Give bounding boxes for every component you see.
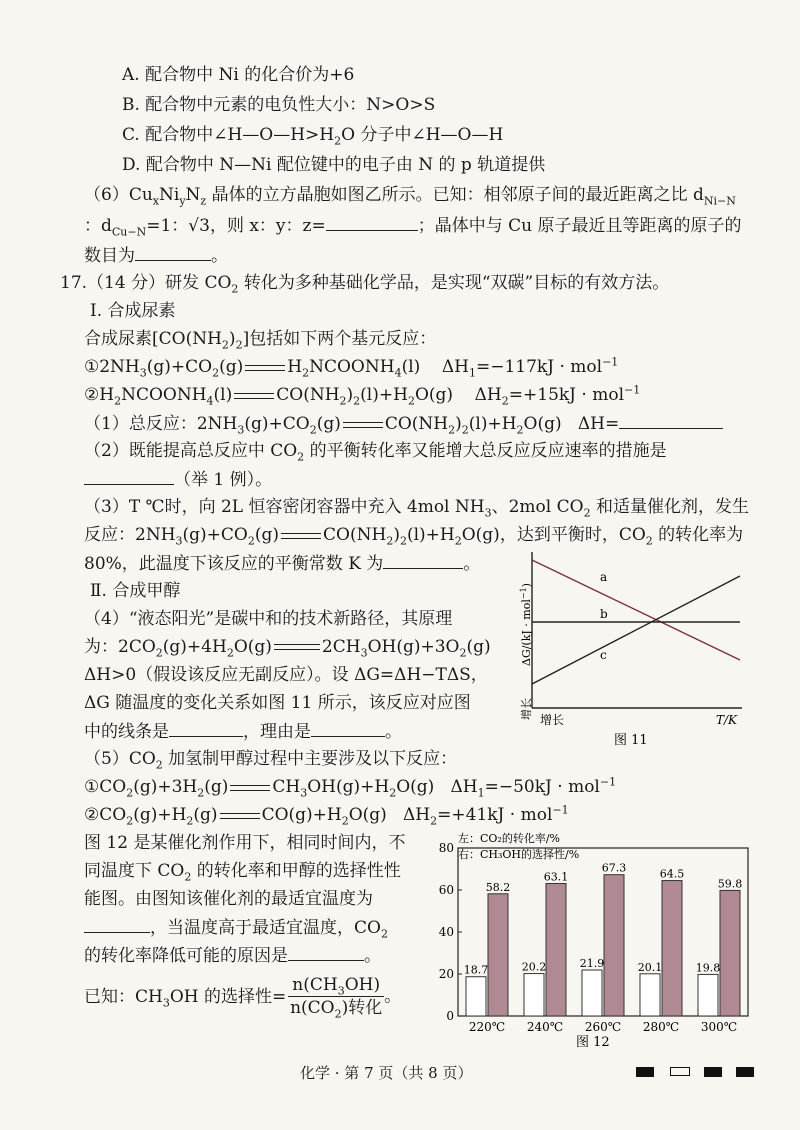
bar-co2-conversion bbox=[698, 974, 718, 1016]
x-tick-label: 260℃ bbox=[584, 1020, 622, 1034]
q17-5-p2: 同温度下 $CO_2$ 的转化率和甲醇的选择性性 bbox=[84, 861, 401, 884]
legend-left: 左：CO₂的转化率/% bbox=[458, 832, 561, 845]
legend-right: 右：CH₃OH的选择性/% bbox=[458, 848, 580, 861]
figure-12-chart bbox=[424, 826, 754, 1050]
line-c bbox=[532, 576, 740, 684]
data-label: 64.5 bbox=[659, 867, 685, 881]
footer-mark-4 bbox=[736, 1067, 754, 1077]
bar-co2-conversion bbox=[524, 974, 544, 1016]
equals-sign-icon bbox=[274, 642, 320, 654]
bar-co2-conversion bbox=[466, 977, 486, 1016]
footer-mark-1 bbox=[636, 1067, 654, 1077]
q17-5-p5: 的转化率降低可能的原因是 。 bbox=[84, 946, 381, 966]
figure-11 bbox=[508, 548, 752, 748]
x-tick-label: 300℃ bbox=[700, 1020, 738, 1034]
q17-5-r1: $①CO_2(g)+3H_2(g)$ $CH_3OH(g)+H_2O(g) \Delta H_1=-50kJ \cdot mol^{-1}$ bbox=[84, 775, 617, 800]
q17-5: $(5)CO_2$ 加氢制甲醇过程中主要涉及以下反应： bbox=[84, 749, 458, 772]
data-label: 18.7 bbox=[463, 963, 489, 977]
fig11-x-grow: 增长 bbox=[540, 713, 565, 727]
q17-3-cont: 反应：$2NH_3(g)+CO_2(g)$ $CO(NH_2)_2(l)+H_2O(g)$，达到平衡时，$CO_2$ 的转化率为 bbox=[84, 525, 744, 548]
answer-blank[interactable] bbox=[288, 944, 364, 961]
equilibrium-arrow-icon bbox=[220, 810, 260, 822]
answer-blank[interactable] bbox=[84, 468, 174, 485]
bar-ch3oh-selectivity bbox=[662, 881, 682, 1016]
q17-5-p3: 能图。由图知该催化剂的最适宜温度为 bbox=[84, 889, 373, 909]
option-a: A. 配合物中 Ni 的化合价为+6 bbox=[122, 65, 355, 85]
fig11-xlabel: T/K bbox=[716, 713, 738, 727]
y-tick-label: 0 bbox=[446, 1009, 454, 1023]
q17-heading: 17.（14 分）研发 $CO_2$ 转化为多种基础化学品，是实现“双碳”目标的有效方法。 bbox=[60, 273, 670, 296]
line-a bbox=[532, 560, 740, 660]
data-label: 67.3 bbox=[601, 861, 627, 875]
option-d: D. 配合物中 N—Ni 配位键中的电子由 N 的 p 轨道提供 bbox=[122, 155, 546, 175]
option-b: B. 配合物中元素的电负性大小：N>O>S bbox=[122, 95, 436, 115]
data-label: 21.9 bbox=[579, 957, 605, 971]
y-tick-label: 20 bbox=[438, 967, 454, 981]
q6-line2: ：$d_{Cu-N}=1$：√3，则 x：y：z= ；晶体中与 Cu 原子最近且等距离的原子的 bbox=[84, 216, 742, 239]
bar-co2-conversion bbox=[640, 974, 660, 1016]
data-label: 19.8 bbox=[695, 961, 721, 975]
equilibrium-arrow-icon bbox=[245, 362, 285, 374]
section-2-title: Ⅱ. 合成甲醇 bbox=[90, 581, 181, 601]
y-tick-label: 40 bbox=[438, 925, 454, 939]
equilibrium-arrow-icon bbox=[281, 530, 321, 542]
section-1-title: Ⅰ. 合成尿素 bbox=[90, 301, 176, 321]
answer-blank[interactable] bbox=[169, 720, 243, 737]
fig11-y-grow: 增长 bbox=[520, 698, 533, 720]
x-tick-label: 220℃ bbox=[468, 1020, 506, 1034]
fig12-caption: 图 12 bbox=[576, 1035, 610, 1050]
answer-blank[interactable] bbox=[619, 412, 723, 429]
q17-3-end: 80%，此温度下该反应的平衡常数 K 为 。 bbox=[84, 554, 481, 574]
answer-blank[interactable] bbox=[383, 552, 463, 569]
selectivity-definition: 已知：$CH_3OH$ 的选择性= $\frac{n(CH_3OH)}{n(CO_2)转化}$ 。 bbox=[84, 975, 402, 1021]
q17-1: （1）总反应：$2NH_3(g)+CO_2(g)$ $CO(NH_2)_2(l)+H_2O(g)$ ΔH= bbox=[84, 412, 723, 435]
data-label: 63.1 bbox=[543, 870, 569, 884]
answer-blank[interactable] bbox=[311, 720, 385, 737]
q17-4: （4）“液态阳光”是碳中和的技术新路径，其原理 bbox=[84, 609, 453, 629]
data-label: 59.8 bbox=[717, 877, 743, 891]
q17-3: （3）T ℃时，向 2L 恒容密闭容器中充入 4mol $NH_3$、2mol $CO_2$ 和适量催化剂，发生 bbox=[84, 497, 749, 520]
bar-ch3oh-selectivity bbox=[488, 894, 508, 1016]
q17-4-dg: ΔG 随温度的变化关系如图 11 所示，该反应对应图 bbox=[84, 693, 471, 713]
q17-2-cont: （举 1 例）。 bbox=[84, 468, 272, 491]
bar-ch3oh-selectivity bbox=[720, 890, 740, 1016]
footer-mark-3 bbox=[704, 1067, 722, 1077]
reaction-2: $②H_2NCOONH_4(l)$ $CO(NH_2)_2(l)+H_2O(g)$ $\Delta H_2=+15kJ \cdot mol^{-1}$ bbox=[84, 383, 641, 408]
q17-5-p1: 图 12 是某催化剂作用下，相同时间内，不 bbox=[84, 833, 406, 853]
answer-blank[interactable] bbox=[326, 214, 418, 231]
data-label: 58.2 bbox=[485, 880, 511, 894]
reaction-1: $①2NH_3(g)+CO_2(g)$ $H_2NCOONH_4(l)$ $\Delta H_1=-117kJ \cdot mol^{-1}$ bbox=[84, 355, 619, 380]
line-b-label: b bbox=[600, 607, 608, 621]
q17-2: （2）既能提高总反应中 $CO_2$ 的平衡转化率又能增大总反应反应速率的措施是 bbox=[84, 441, 667, 464]
q17-5-r2: $②CO_2(g)+H_2(g)$ $CO(g)+H_2O(g) \Delta H_2=+41kJ \cdot mol^{-1}$ bbox=[84, 803, 569, 828]
x-tick-label: 280℃ bbox=[642, 1020, 680, 1034]
footer-mark-2 bbox=[670, 1067, 690, 1076]
line-c-label: c bbox=[600, 648, 607, 662]
x-tick-label: 240℃ bbox=[526, 1020, 564, 1034]
answer-blank[interactable] bbox=[135, 244, 211, 261]
bar-ch3oh-selectivity bbox=[546, 883, 566, 1016]
q6-line1: $(6)Cu_xNi_yN_z$ 晶体的立方晶胞如图乙所示。已知：相邻原子间的最近距离之比 $d_{Ni-N}$ bbox=[84, 185, 736, 208]
data-label: 20.1 bbox=[637, 960, 663, 974]
line-a-label: a bbox=[600, 570, 608, 584]
urea-intro: 合成尿素$[CO(NH_2)_2]$包括如下两个基元反应： bbox=[84, 329, 437, 352]
fig11-ylabel: ΔG/(kJ · mol$^{-1}$) bbox=[519, 583, 533, 666]
y-tick-label: 80 bbox=[438, 841, 454, 855]
q17-4-dh: ΔH>0（假设该反应无副反应）。设 ΔG=ΔH−TΔS， bbox=[84, 665, 488, 685]
fig11-caption: 图 11 bbox=[614, 733, 648, 748]
q17-4-ans: 中的线条是 ，理由是 。 bbox=[84, 722, 402, 742]
q17-4-eq: 为：$2CO_2(g)+4H_2O(g)$ $2CH_3OH(g)+3O_2(g)$ bbox=[84, 637, 491, 660]
equilibrium-arrow-icon bbox=[234, 390, 274, 402]
equilibrium-arrow-icon bbox=[343, 419, 383, 431]
y-tick-label: 60 bbox=[438, 883, 454, 897]
selectivity-fraction: $\frac{n(CH_3OH)}{n(CO_2)转化}$ bbox=[290, 975, 383, 1021]
equilibrium-arrow-icon bbox=[230, 782, 270, 794]
option-c: C. 配合物中$\angle H—O—H>H_2O$ 分子中∠H—O—H bbox=[122, 125, 504, 148]
answer-blank[interactable] bbox=[84, 916, 150, 933]
q17-5-p4: ，当温度高于最适宜温度，$CO_2$ bbox=[84, 916, 388, 939]
page-footer: 化学 · 第 7 页（共 8 页） bbox=[300, 1064, 473, 1082]
q6-line3: 数目为 。 bbox=[84, 246, 228, 266]
bar-co2-conversion bbox=[582, 970, 602, 1016]
data-label: 20.2 bbox=[521, 960, 547, 974]
bar-ch3oh-selectivity bbox=[604, 875, 624, 1016]
